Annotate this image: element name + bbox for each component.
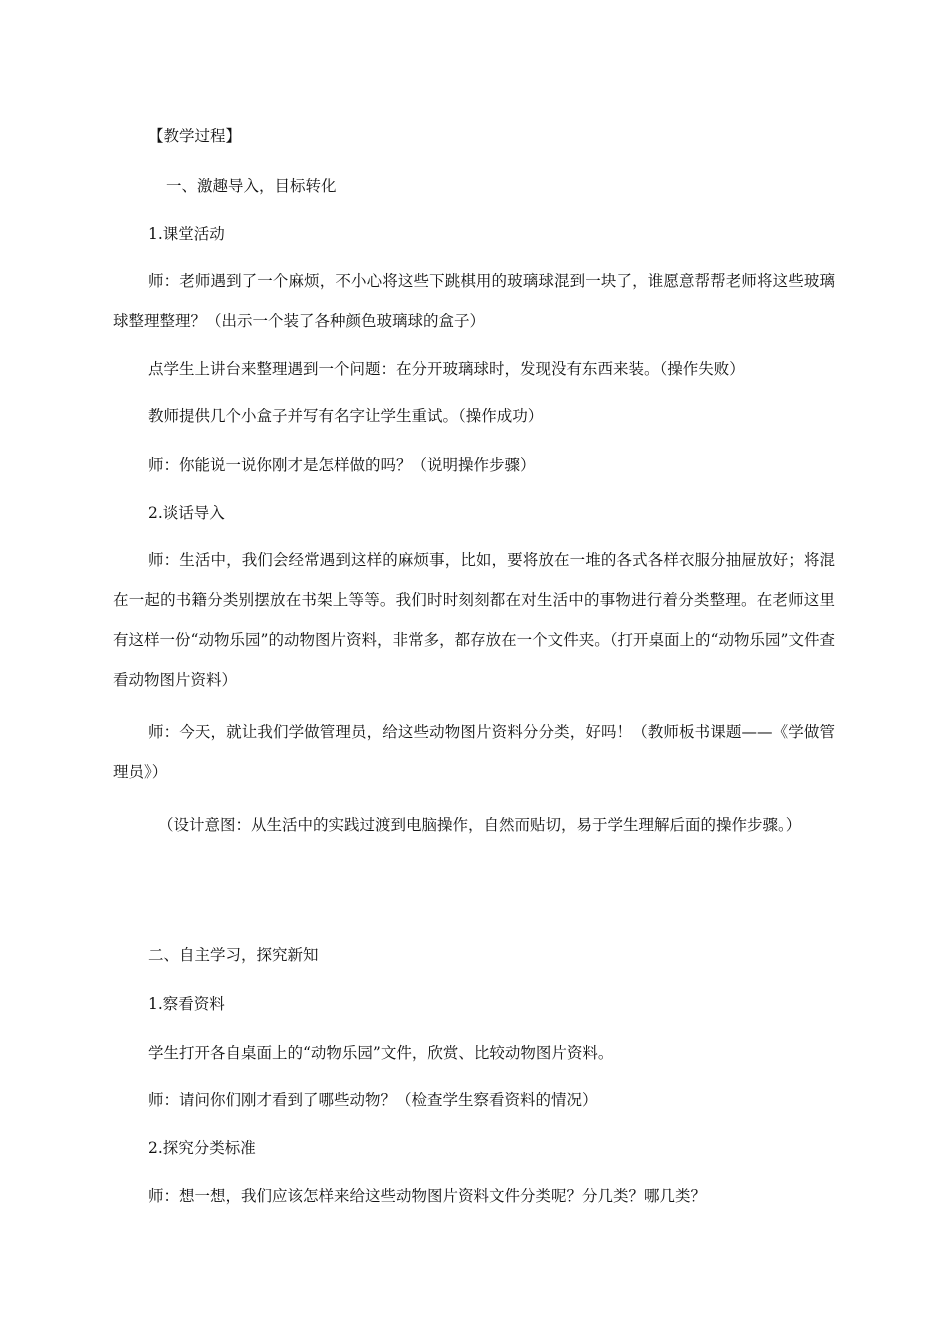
section-2-subheading-1: 1.察看资料: [148, 995, 225, 1013]
section-2-title: 二、自主学习，探究新知: [148, 946, 319, 964]
section-1-paragraph-4: 师：你能说一说你刚才是怎样做的吗？（说明操作步骤）: [148, 456, 536, 474]
section-1-paragraph-1: 师：老师遇到了一个麻烦，不小心将这些下跳棋用的玻璃球混到一块了，谁愿意帮帮老师将这些玻璃球整理整理？（出示一个装了各种颜色玻璃球的盒子）: [113, 272, 835, 330]
section-1-subheading-2: 2.谈话导入: [148, 504, 225, 522]
section-2-subheading-2: 2.探究分类标准: [148, 1139, 256, 1157]
design-intent-note: （设计意图：从生活中的实践过渡到电脑操作，自然而贴切，易于学生理解后面的操作步骤。）: [158, 816, 802, 834]
section-1-paragraph-6: 师：今天，就让我们学做管理员，给这些动物图片资料分分类，好吗！（教师板书课题——《学做管理员》）: [113, 723, 835, 781]
section-1-paragraph-5: 师：生活中，我们会经常遇到这样的麻烦事，比如，要将放在一堆的各式各样衣服分抽屉放好；将混在一起的书籍分类别摆放在书架上等等。我们时时刻刻都在对生活中的事物进行着分类整理。在老师这里有这样一份“动物乐园”的动物图片资料，非常多，都存放在一个文件夹。（打开桌面上的“动物乐园”文件查看动物图片资料）: [113, 551, 835, 689]
section-2-paragraph-1: 学生打开各自桌面上的“动物乐园”文件，欣赏、比较动物图片资料。: [148, 1044, 614, 1062]
section-2-paragraph-3: 师：想一想，我们应该怎样来给这些动物图片资料文件分类呢？分几类？哪几类？: [148, 1187, 707, 1205]
section-2-paragraph-2: 师：请问你们刚才看到了哪些动物？（检查学生察看资料的情况）: [148, 1091, 598, 1109]
section-1-title: 一、激趣导入，目标转化: [166, 177, 337, 195]
section-1-paragraph-3: 教师提供几个小盒子并写有名字让学生重试。（操作成功）: [148, 407, 544, 425]
lesson-process-heading: 【教学过程】: [148, 127, 242, 145]
section-1-paragraph-2: 点学生上讲台来整理遇到一个问题：在分开玻璃球时，发现没有东西来装。（操作失败）: [148, 360, 745, 378]
section-1-subheading-1: 1.课堂活动: [148, 225, 225, 243]
